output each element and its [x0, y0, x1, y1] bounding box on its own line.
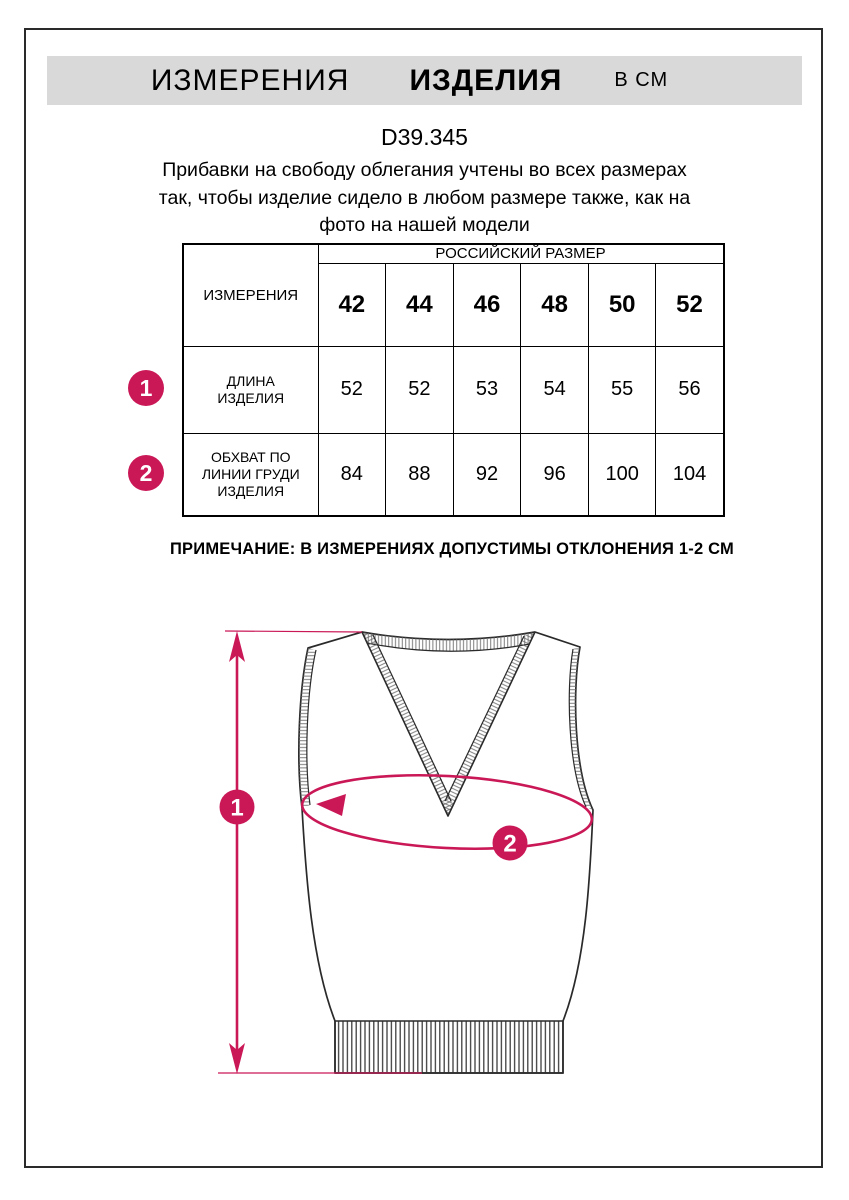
ref-line-top [225, 631, 362, 632]
size-header: 44 [386, 263, 454, 346]
intro-text [0, 157, 849, 240]
table-cell: 104 [656, 433, 724, 516]
table-cell: 88 [386, 433, 454, 516]
intro-line-3: фото на нашей модели [319, 214, 530, 236]
table-cell: 96 [521, 433, 589, 516]
table-cell: 92 [453, 433, 521, 516]
header-title-measurements: ИЗМЕРЕНИЯ [150, 63, 350, 97]
intro-line-1: Прибавки на свободу облегания учтены во всех размерах [162, 159, 687, 181]
size-header: 52 [656, 263, 724, 346]
table-cell: 55 [588, 346, 656, 433]
header-units: В СМ [614, 69, 669, 91]
header-title-product: ИЗДЕЛИЯ [409, 63, 563, 97]
diagram-marker-1-label: 1 [230, 794, 244, 822]
diagram-marker-2-label: 2 [503, 830, 517, 858]
size-header: 42 [318, 263, 386, 346]
table-cell: 52 [386, 346, 454, 433]
measure-2-badge: 2 [128, 455, 164, 491]
tolerance-note: ПРИМЕЧАНИЕ: В ИЗМЕРЕНИЯХ ДОПУСТИМЫ ОТКЛОНЕНИЯ 1-2 СМ [170, 540, 734, 558]
measure-1-badge: 1 [128, 370, 164, 406]
intro-line-2: так, чтобы изделие сидело в любом размере также, как на [158, 186, 691, 209]
diagram-marker-1 [220, 790, 255, 825]
table-corner-label: ИЗМЕРЕНИЯ [183, 244, 318, 346]
hem-ribbing [335, 1021, 563, 1073]
product-code: D39.345 [381, 124, 468, 150]
table-row-length [183, 346, 724, 433]
vest-drawing [200, 620, 620, 1090]
table-group-header: РОССИЙСКИЙ РАЗМЕР [318, 244, 724, 263]
table-cell: 54 [521, 346, 589, 433]
garment-diagram [200, 620, 620, 1090]
row-label-length: ДЛИНА ИЗДЕЛИЯ [183, 346, 318, 433]
table-cell: 84 [318, 433, 386, 516]
row-label-chest: ОБХВАТ ПО ЛИНИИ ГРУДИ ИЗДЕЛИЯ [183, 433, 318, 516]
table-row-chest [183, 433, 724, 516]
diagram-marker-2 [493, 826, 528, 861]
measurements-table [182, 243, 725, 517]
size-header: 50 [588, 263, 656, 346]
table-cell: 52 [318, 346, 386, 433]
table-cell: 56 [656, 346, 724, 433]
page-header [47, 56, 802, 105]
vest-silhouette [299, 632, 593, 1073]
size-header: 46 [453, 263, 521, 346]
table-cell: 53 [453, 346, 521, 433]
table-cell: 100 [588, 433, 656, 516]
table-row-group-header [183, 244, 724, 263]
size-header: 48 [521, 263, 589, 346]
